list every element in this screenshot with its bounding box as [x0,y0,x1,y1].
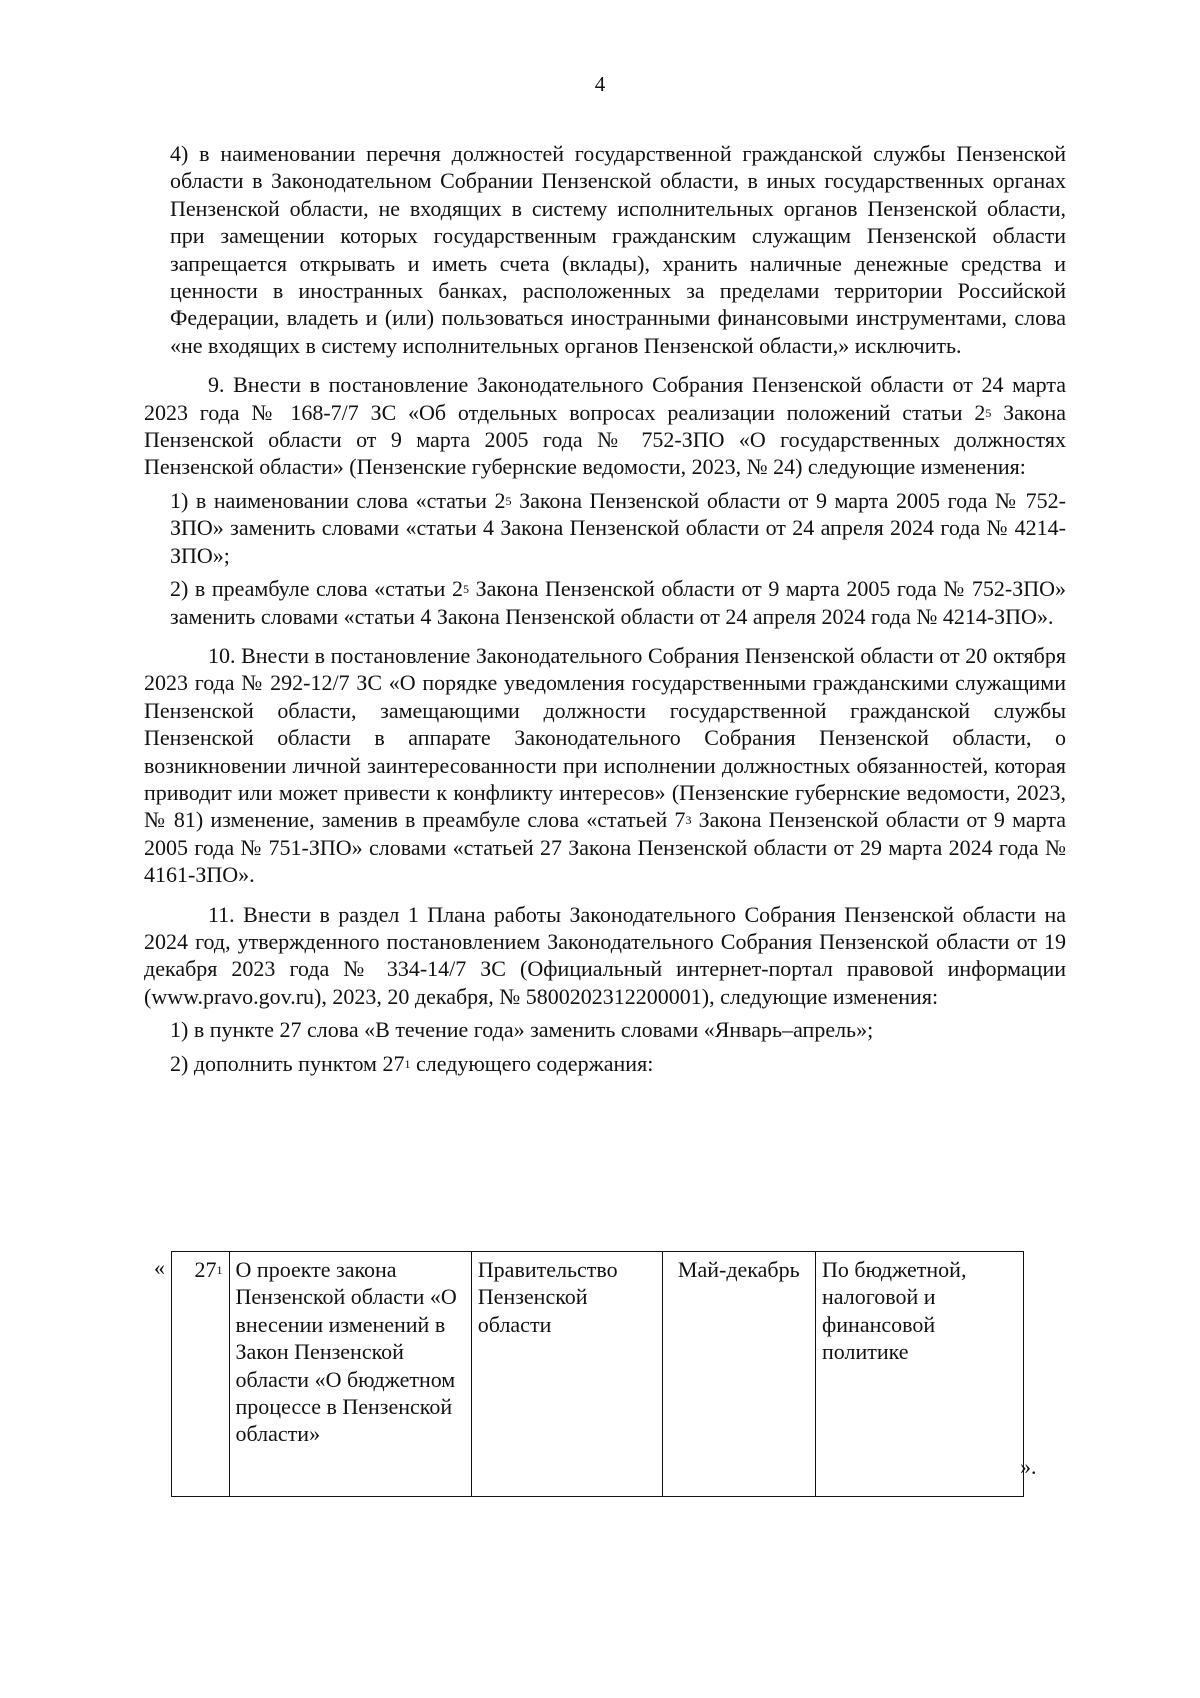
section-11-sub-1: 1) в пункте 27 слова «В течение года» заменить словами «Январь–апрель»; [170,1017,874,1043]
section-11-sub-2-a: 2) дополнить пунктом 27 [170,1050,405,1076]
section-11-paragraph: 11. Внести в раздел 1 Плана работы Законодательного Собрания Пензенской области на 2024 год, утвержденного постановлением Законодательного Собрания Пензенской области от 19 декабря 2023 года № 334-14/7 ЗС (Официальный интернет-портал правовой информации (www.pravo.gov.ru), 2023, 20 декабря, № 5800202312200001), следующие изменения: [144,901,1066,1009]
cell-title: О проекте закона Пензенской области «О внесении изменений в Закон Пензенской области «О бюджетном процессе в Пензенской области» [229,1252,471,1497]
quote-open: « [154,1255,165,1280]
section-9-sub-2-b: Закона Пензенской области от 9 марта 2005 года № 752-ЗПО» заменить словами «статьи 4 Закона Пензенской области от 24 апреля 2024 года № 4214-ЗПО». [170,576,1066,629]
section-11-sub-2-b: следующего содержания: [410,1050,654,1076]
plan-item-table-wrap [144,1251,1066,1511]
section-9-sub-1-b: Закона Пензенской области от 9 марта 2005 года № 752-ЗПО» заменить словами «статьи 4 Закона Пензенской области от 24 апреля 2024 года № 4214-ЗПО»; [170,487,1066,568]
section-9-paragraph [144,371,1066,481]
cell-responsible: Правительство Пензенской области [471,1252,662,1497]
section-9-sub-2-sup: 5 [463,582,470,597]
item-number: 27 [194,1257,217,1282]
document-body [144,140,1066,1077]
item-4-paragraph: 4) в наименовании перечня должностей государственной гражданской службы Пензенской области в Законодательном Собрании Пензенской области, в иных государственных органах Пензенской области, не входящих в систему исполнительных органов Пензенской области, при замещении которых государственным гражданским служащим Пензенской области запрещается открывать и иметь счета (вклады), хранить наличные денежные средства и ценности в иностранных банках, расположенных за пределами территории Российской Федерации, владеть и (или) пользоваться иностранными финансовыми инструментами, слова «не входящих в систему исполнительных органов Пензенской области,» исключить. [170,141,1066,358]
section-10-sup: 3 [685,813,692,828]
quote-close: ». [1020,1454,1037,1479]
section-11-sub-2 [170,1050,1066,1077]
section-9-sub-1-sup: 5 [505,493,512,508]
section-11-sub-2-sup: 1 [404,1056,411,1071]
cell-period: Май-декабрь [662,1252,815,1497]
section-9-sub-1 [170,487,1066,569]
page-number: 4 [594,72,606,96]
item-number-sup: 1 [216,1263,223,1277]
section-9-sub-2-a: 2) в преамбуле слова «статьи 2 [170,576,464,602]
section-10-paragraph [144,642,1066,889]
cell-committee: По бюджетной, налоговой и финансовой политике [816,1252,1024,1497]
section-9-sub-1-a: 1) в наименовании слова «статьи 2 [170,487,506,513]
section-10-text-a: 10. Внести в постановление Законодательного Собрания Пензенской области от 20 октября 2023 года № 292-12/7 ЗС «О порядке уведомления государственными гражданскими служащими Пензенской области, замещающими должности государственной гражданской службы Пензенской области в аппарате Законодательного Собрания Пензенской области, о возникновении личной заинтересованности при исполнении должностных обязанностей, которая приводит или может привести к конфликту интересов» (Пензенские губернские ведомости, 2023, № 81) изменение, заменив в преамбуле слова «статьей 7 [144,642,1066,833]
cell-item-number [172,1252,230,1497]
section-9-sub-2 [170,575,1066,630]
table-row [172,1252,1024,1497]
section-9-text-a: 9. Внести в постановление Законодательного Собрания Пензенской области от 24 марта 2023 года № 168-7/7 ЗС «Об отдельных вопросах реализации положений статьи 2 [144,372,1066,425]
section-9-sup: 5 [985,405,992,420]
plan-item-table [171,1251,1024,1497]
section-9-text-b: Закона Пензенской области от 9 марта 2005 года № 752-ЗПО «О государственных должностях Пензенской области» (Пензенские губернские ведомости, 2023, № 24) следующие изменения: [144,399,1066,480]
section-10-text-b: Закона Пензенской области от 9 марта 2005 года № 751-ЗПО» словами «статьей 27 Закона Пензенской области от 29 марта 2024 года № 4161-ЗПО». [144,807,1066,888]
